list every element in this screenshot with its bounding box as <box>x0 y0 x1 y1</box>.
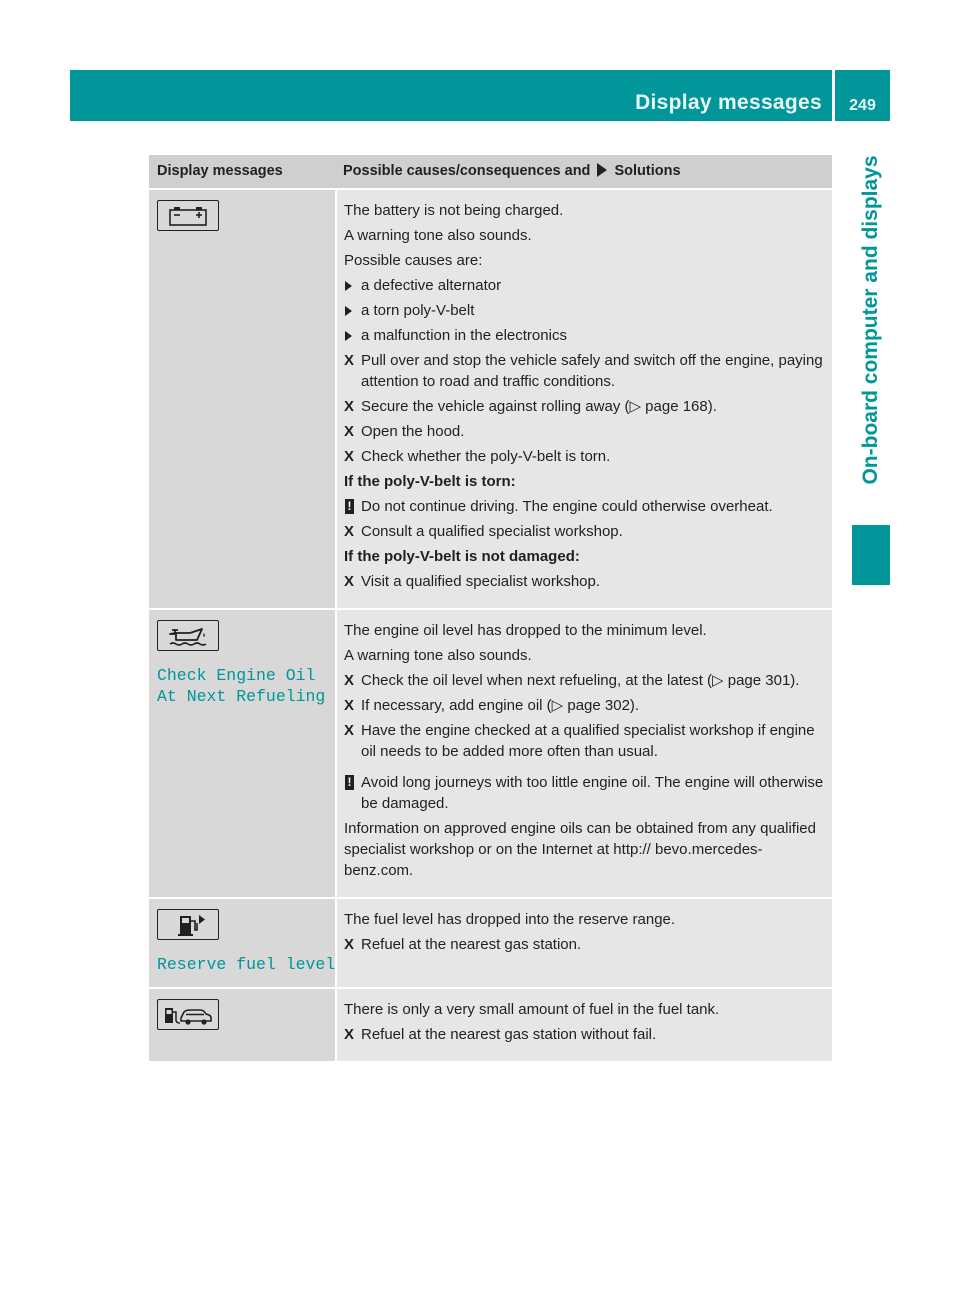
column-header-solutions-prefix: Possible causes/consequences and <box>343 163 591 179</box>
condition-heading: If the poly-V-belt is torn: <box>344 473 516 490</box>
step-item <box>344 670 824 691</box>
step-text: Secure the vehicle against rolling away (▷ page 168). <box>361 398 717 415</box>
step-text: Refuel at the nearest gas station. <box>361 936 582 953</box>
table-row <box>149 609 832 898</box>
column-header-display-messages: Display messages <box>149 155 336 189</box>
step-item <box>344 695 824 716</box>
table-row <box>149 898 832 988</box>
page-title: Display messages <box>635 91 822 114</box>
step-item <box>344 1024 824 1045</box>
warning-icon: ! <box>345 499 354 514</box>
step-text: Consult a qualified specialist workshop. <box>361 523 623 540</box>
step-item <box>344 446 824 467</box>
paragraph: The battery is not being charged. <box>344 202 564 219</box>
bullet-text: a defective alternator <box>361 277 502 294</box>
solution-cell <box>336 898 832 988</box>
step-item <box>344 934 824 955</box>
step-text: If necessary, add engine oil (▷ page 302). <box>361 697 640 714</box>
solution-cell <box>336 189 832 609</box>
step-marker-icon: X <box>344 448 355 465</box>
fuel-pump-icon <box>157 909 219 940</box>
page-number-box <box>835 70 890 121</box>
step-text: Pull over and stop the vehicle safely and switch off the engine, paying attention to road and traffic conditions. <box>361 352 823 390</box>
step-item <box>344 421 824 442</box>
step-item <box>344 521 824 542</box>
bullet-item <box>344 275 824 296</box>
header-bar <box>70 70 832 121</box>
step-marker-icon: X <box>344 1026 355 1043</box>
step-marker-icon: X <box>344 352 355 369</box>
paragraph: There is only a very small amount of fuel in the fuel tank. <box>344 1001 720 1018</box>
display-line: Reserve fuel level <box>157 955 336 974</box>
warning-text: Avoid long journeys with too little engine oil. The engine will otherwise be damaged. <box>361 774 824 812</box>
paragraph: Possible causes are: <box>344 252 483 269</box>
step-marker-icon: X <box>344 523 355 540</box>
step-text: Refuel at the nearest gas station without fail. <box>361 1026 657 1043</box>
bullet-text: a torn poly-V-belt <box>361 302 475 319</box>
side-tab <box>852 125 890 515</box>
table-row <box>149 189 832 609</box>
step-item <box>344 396 824 417</box>
display-message-cell <box>149 189 336 609</box>
side-tab-marker <box>852 525 890 585</box>
paragraph: Information on approved engine oils can be obtained from any qualified specialist workshop or on the Internet at http:// bevo.mercedes-benz.com. <box>344 820 816 879</box>
display-line: Check Engine Oil <box>157 666 316 685</box>
step-item <box>344 350 824 392</box>
paragraph: The fuel level has dropped into the reserve range. <box>344 911 676 928</box>
solution-cell <box>336 988 832 1062</box>
step-marker-icon: X <box>344 423 355 440</box>
display-text <box>157 665 327 707</box>
table-row <box>149 988 832 1062</box>
bullet-item <box>344 325 824 346</box>
paragraph: The engine oil level has dropped to the minimum level. <box>344 622 707 639</box>
display-message-cell <box>149 609 336 898</box>
fuel-car-icon <box>157 999 219 1030</box>
step-marker-icon: X <box>344 936 355 953</box>
warning-item <box>344 496 824 517</box>
step-marker-icon: X <box>344 697 355 714</box>
bullet-item <box>344 300 824 321</box>
step-item <box>344 571 824 592</box>
step-text: Have the engine checked at a qualified specialist workshop if engine oil needs to be added more often than usual. <box>361 722 815 760</box>
side-tab-label: On-board computer and displays <box>859 155 882 485</box>
display-message-cell <box>149 898 336 988</box>
step-text: Open the hood. <box>361 423 465 440</box>
step-text: Check the oil level when next refueling, at the latest (▷ page 301). <box>361 672 800 689</box>
display-text <box>157 954 336 975</box>
arrow-icon <box>597 163 607 177</box>
table-header-row <box>149 155 832 189</box>
display-messages-table <box>149 155 832 1063</box>
battery-icon <box>157 200 219 231</box>
oil-can-icon <box>157 620 219 651</box>
column-header-solutions <box>336 155 832 189</box>
step-marker-icon: X <box>344 722 355 739</box>
bullet-text: a malfunction in the electronics <box>361 327 567 344</box>
warning-text: Do not continue driving. The engine could otherwise overheat. <box>361 498 773 515</box>
warning-item <box>344 772 824 814</box>
step-marker-icon: X <box>344 573 355 590</box>
column-header-solutions-suffix: Solutions <box>614 163 681 179</box>
page-number: 249 <box>849 97 876 114</box>
step-marker-icon: X <box>344 672 355 689</box>
display-line: At Next Refueling <box>157 687 326 706</box>
step-text: Visit a qualified specialist workshop. <box>361 573 601 590</box>
solution-cell <box>336 609 832 898</box>
paragraph: A warning tone also sounds. <box>344 227 532 244</box>
display-message-cell <box>149 988 336 1062</box>
condition-heading: If the poly-V-belt is not damaged: <box>344 548 580 565</box>
warning-icon: ! <box>345 775 354 790</box>
step-item <box>344 720 824 762</box>
step-marker-icon: X <box>344 398 355 415</box>
step-text: Check whether the poly-V-belt is torn. <box>361 448 611 465</box>
paragraph: A warning tone also sounds. <box>344 647 532 664</box>
